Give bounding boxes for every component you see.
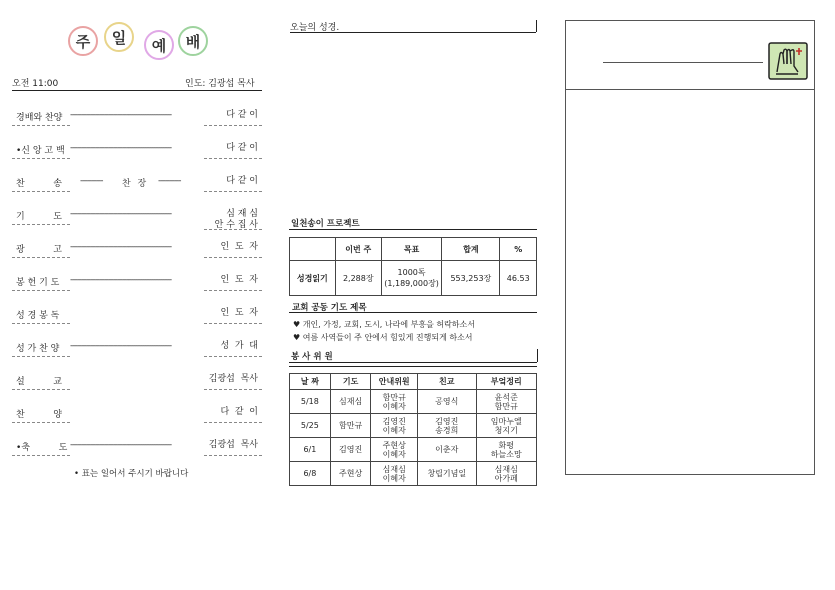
servants-title: 봉 사 위 원 — [291, 352, 333, 362]
table-cell: 심재심 — [330, 390, 371, 414]
order-item-name: 기 도 — [16, 212, 62, 222]
underline-left — [12, 257, 70, 258]
order-item-name: 찬 양 — [16, 410, 62, 420]
order-item-person: 김광섭 목사 — [208, 440, 258, 450]
scripture-tick — [536, 20, 537, 32]
underline-right — [204, 455, 262, 456]
underline-left — [12, 356, 70, 357]
order-item-name: 설 교 — [16, 377, 62, 387]
order-item-name: 봉 헌 기 도 — [16, 278, 60, 288]
underline-right — [204, 191, 262, 192]
table-header-cell — [290, 238, 336, 261]
table-header-cell: 기도 — [330, 374, 371, 390]
table-cell: 심재심 아가페 — [476, 462, 537, 486]
underline-left — [12, 323, 70, 324]
scripture-rule — [290, 32, 536, 33]
servants-rule-2 — [289, 366, 537, 367]
table-cell: 주현상 이혜자 — [371, 438, 418, 462]
prayer-item: ♥ 개인, 가정, 교회, 도시, 나라에 부흥을 허락하소서 — [293, 320, 475, 329]
bible-project-rule — [289, 229, 537, 230]
order-item-person: 심 재 심 안 수 집 사 — [214, 209, 258, 230]
title-char-3: 예 — [144, 30, 174, 60]
table-header-cell: 목표 — [381, 238, 441, 261]
table-header-cell: 이번 주 — [335, 238, 381, 261]
title-char-4: 배 — [178, 26, 208, 56]
title-char-2: 일 — [104, 22, 134, 52]
underline-right — [204, 229, 262, 230]
order-dash: --------------------------------------------- — [70, 440, 172, 450]
order-item — [12, 172, 262, 198]
order-item-person: 김광섭 목사 — [208, 374, 258, 384]
table-cell: 임마누엘 청지기 — [476, 414, 537, 438]
table-header-cell: % — [500, 238, 537, 261]
right-panel-divider — [565, 89, 815, 90]
title-char-1: 주 — [68, 26, 98, 56]
underline-left — [12, 158, 70, 159]
table-header-row — [290, 374, 537, 390]
table-cell: 46.53 — [500, 261, 537, 296]
order-item-name: 성 가 찬 양 — [16, 344, 60, 354]
table-cell: 화평 하늘소망 — [476, 438, 537, 462]
underline-left — [12, 125, 70, 126]
service-leader: 인도: 김광섭 목사 — [185, 79, 255, 89]
table-header-cell: 안내위원 — [371, 374, 418, 390]
table-cell: 5/18 — [290, 390, 331, 414]
table-cell: 주현상 — [330, 462, 371, 486]
order-dash: --------------------------------------------- — [70, 209, 172, 219]
servants-rule — [289, 362, 537, 363]
table-cell: 6/1 — [290, 438, 331, 462]
table-cell: 윤석준 함만규 — [476, 390, 537, 414]
table-cell: 이춘자 — [418, 438, 476, 462]
underline-left — [12, 422, 70, 423]
underline-right — [204, 257, 262, 258]
underline-left — [12, 191, 70, 192]
order-dash: --------------------------------------------- — [70, 143, 172, 153]
table-header-cell: 친교 — [418, 374, 476, 390]
order-item-name: 찬 송 — [16, 179, 62, 189]
order-item — [12, 370, 262, 396]
order-item-person: 성 가 대 — [220, 341, 258, 351]
table-cell: 5/25 — [290, 414, 331, 438]
table-cell: 함만규 이혜자 — [371, 390, 418, 414]
table-cell: 1000독 (1,189,000장) — [381, 261, 441, 296]
underline-left — [12, 290, 70, 291]
order-item — [12, 238, 262, 264]
order-dash: --------------------------------------------- — [70, 242, 172, 252]
table-header-cell: 합계 — [442, 238, 500, 261]
order-item-person: 다 같 이 — [226, 110, 258, 120]
table-cell: 김영진 이혜자 — [371, 414, 418, 438]
table-cell: 창립기념일 — [418, 462, 476, 486]
table-cell: 심재심 이혜자 — [371, 462, 418, 486]
prayer-rule — [289, 312, 537, 313]
order-dash: ---------- — [158, 176, 181, 186]
order-item-name: 성 경 봉 독 — [16, 311, 60, 321]
order-item — [12, 106, 262, 132]
servants-tick — [537, 349, 538, 362]
order-item — [12, 304, 262, 330]
standing-note: • 표는 일어서 주시기 바랍니다 — [74, 469, 189, 479]
table-row — [290, 438, 537, 462]
table-header-cell: 날 짜 — [290, 374, 331, 390]
bible-project-table — [289, 237, 537, 296]
order-item-middle: 찬 장 — [122, 179, 149, 189]
table-row — [290, 390, 537, 414]
praying-hands-icon — [768, 42, 808, 80]
table-row — [290, 414, 537, 438]
table-cell: 성경읽기 — [290, 261, 336, 296]
order-item-name: 경배와 찬양 — [16, 113, 63, 123]
table-cell: 6/8 — [290, 462, 331, 486]
underline-right — [204, 158, 262, 159]
table-cell: 553,253장 — [442, 261, 500, 296]
underline-right — [204, 389, 262, 390]
table-header-row — [290, 238, 537, 261]
scripture-title: 오늘의 성경. — [290, 23, 340, 33]
service-time: 오전 11:00 — [12, 79, 59, 89]
underline-right — [204, 356, 262, 357]
order-item-person: 다 같 이 — [226, 176, 258, 186]
underline-right — [204, 323, 262, 324]
order-dash: --------------------------------------------- — [70, 341, 172, 351]
order-item — [12, 139, 262, 165]
underline-left — [12, 389, 70, 390]
underline-right — [204, 125, 262, 126]
table-cell: 공영식 — [418, 390, 476, 414]
order-item-person: 인 도 자 — [220, 308, 258, 318]
underline-right — [204, 290, 262, 291]
order-item — [12, 205, 262, 231]
table-cell: 김영진 — [330, 438, 371, 462]
table-header-cell: 부엌정리 — [476, 374, 537, 390]
right-panel-line — [603, 62, 763, 63]
table-cell: 함만규 — [330, 414, 371, 438]
order-item — [12, 337, 262, 363]
servants-table — [289, 373, 537, 486]
worship-title — [60, 22, 220, 60]
bible-project-title: 일천송이 프로젝트 — [291, 219, 360, 229]
table-row — [290, 462, 537, 486]
order-item — [12, 436, 262, 462]
order-item — [12, 403, 262, 429]
table-row — [290, 261, 537, 296]
header-divider — [12, 90, 262, 91]
order-item-person: 다 같 이 — [226, 143, 258, 153]
order-item-name: •신 앙 고 백 — [16, 146, 65, 156]
order-dash: --------------------------------------------- — [70, 110, 172, 120]
order-item-name: 광 고 — [16, 245, 62, 255]
order-item-person: 인 도 자 — [220, 242, 258, 252]
order-dash: --------------------------------------------- — [70, 275, 172, 285]
underline-left — [12, 224, 70, 225]
table-cell: 2,288장 — [335, 261, 381, 296]
prayer-item: ♥ 여름 사역들이 주 안에서 힘있게 진행되게 하소서 — [293, 333, 473, 342]
order-item-person: 다 같 이 — [220, 407, 258, 417]
order-dash: ---------- — [80, 176, 103, 186]
order-item-person: 인 도 자 — [220, 275, 258, 285]
table-cell: 김영진 송경희 — [418, 414, 476, 438]
order-item — [12, 271, 262, 297]
underline-right — [204, 422, 262, 423]
prayer-title: 교회 공동 기도 제목 — [292, 303, 367, 313]
order-item-name: •축 도 — [16, 443, 68, 453]
underline-left — [12, 455, 70, 456]
